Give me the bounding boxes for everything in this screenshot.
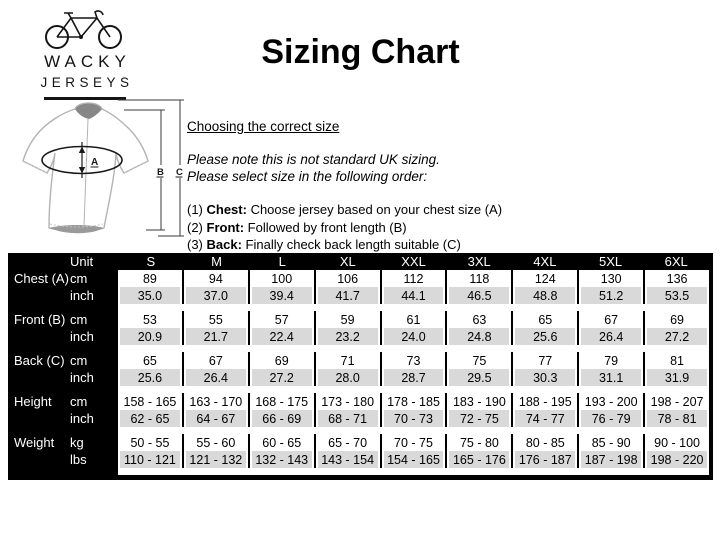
table-value-cell: 24.8 [445, 328, 511, 345]
table-value-cell: 59 [314, 311, 380, 328]
step-2-text: Followed by front length (B) [244, 219, 407, 235]
table-value-cell: 63 [445, 311, 511, 328]
table-value-cell: 39.4 [248, 287, 314, 304]
table-value-cell: 94 [182, 270, 248, 287]
row-unit-cell: inch [70, 329, 94, 344]
table-value-cell: 67 [182, 352, 248, 369]
step-3-text: Finally check back length suitable (C) [241, 237, 461, 252]
table-value-cell: 178 - 185 [380, 393, 446, 410]
table-value-cell: 53.5 [643, 287, 709, 304]
table-value-cell: 31.1 [577, 369, 643, 386]
table-value-cell: 124 [511, 270, 577, 287]
table-value-cell: 79 [577, 352, 643, 369]
table-value-cell: 90 - 100 [643, 434, 709, 451]
table-row [8, 451, 713, 468]
table-header-row [8, 253, 713, 270]
group-gap-row [8, 386, 713, 393]
table-value-cell: 25.6 [511, 328, 577, 345]
dim-label-a: A [91, 157, 99, 168]
table-value-cell: 44.1 [380, 287, 446, 304]
table-row [8, 352, 713, 369]
header-size-cell: M [211, 254, 222, 269]
row-label-cell [8, 369, 70, 386]
header-size-cell: 5XL [598, 254, 623, 269]
gap-fill [118, 468, 709, 475]
table-value-cell: 76 - 79 [577, 410, 643, 427]
table-value-cell: 24.0 [380, 328, 446, 345]
table-row [8, 369, 713, 386]
table-value-cell: 74 - 77 [511, 410, 577, 427]
table-value-cell: 173 - 180 [314, 393, 380, 410]
header-size-cell: S [146, 254, 156, 269]
table-value-cell: 65 [511, 311, 577, 328]
table-row [8, 328, 713, 345]
row-unit-cell: cm [70, 271, 88, 286]
table-value-cell: 20.9 [118, 328, 182, 345]
row-unit-cell: lbs [70, 452, 87, 467]
table-value-cell: 69 [248, 352, 314, 369]
table-value-cell: 183 - 190 [445, 393, 511, 410]
table-value-cell: 70 - 73 [380, 410, 446, 427]
brand-name-line2: JERSEYS [40, 75, 134, 90]
row-unit-cell: kg [70, 435, 84, 450]
step-1 [187, 201, 712, 219]
gap-left [8, 468, 118, 475]
step-2-label: Front: [206, 219, 245, 235]
table-value-cell: 198 - 220 [643, 451, 709, 468]
step-2-number: (2) [187, 219, 207, 235]
table-value-cell: 30.3 [511, 369, 577, 386]
table-value-cell: 112 [380, 270, 446, 287]
table-value-cell: 106 [314, 270, 380, 287]
step-3 [187, 236, 712, 254]
table-value-cell: 165 - 176 [445, 451, 511, 468]
table-value-cell: 154 - 165 [380, 451, 446, 468]
header-size-cell: 4XL [533, 254, 557, 269]
table-value-cell: 163 - 170 [182, 393, 248, 410]
row-label-cell [8, 328, 70, 345]
table-row [8, 270, 713, 287]
table-value-cell: 168 - 175 [248, 393, 314, 410]
table-value-cell: 188 - 195 [511, 393, 577, 410]
page-title: Sizing Chart [261, 33, 460, 71]
row-unit-cell: cm [70, 312, 88, 327]
table-value-cell: 60 - 65 [248, 434, 314, 451]
table-value-cell: 61 [380, 311, 446, 328]
header-size-cell: XL [339, 254, 356, 269]
table-value-cell: 25.6 [118, 369, 182, 386]
table-value-cell: 62 - 65 [118, 410, 182, 427]
gap-left [8, 345, 118, 352]
table-value-cell: 27.2 [248, 369, 314, 386]
table-value-cell: 158 - 165 [118, 393, 182, 410]
step-1-number: (1) [187, 202, 207, 217]
table-value-cell: 193 - 200 [577, 393, 643, 410]
table-value-cell: 67 [577, 311, 643, 328]
table-value-cell: 26.4 [182, 369, 248, 386]
header-size-cell: 3XL [467, 254, 491, 269]
table-value-cell: 130 [577, 270, 643, 287]
table-value-cell: 143 - 154 [314, 451, 380, 468]
table-value-cell: 29.5 [445, 369, 511, 386]
table-value-cell: 80 - 85 [511, 434, 577, 451]
table-value-cell: 48.8 [511, 287, 577, 304]
row-label-cell [8, 287, 70, 304]
table-value-cell: 55 - 60 [182, 434, 248, 451]
header-unit-cell: Unit [70, 254, 94, 269]
table-value-cell: 78 - 81 [643, 410, 709, 427]
table-value-cell: 73 [380, 352, 446, 369]
table-row [8, 434, 713, 451]
table-value-cell: 100 [248, 270, 314, 287]
table-value-cell: 72 - 75 [445, 410, 511, 427]
gap-fill [118, 386, 709, 393]
brand-name-line1: WACKY [44, 52, 131, 71]
gap-left [8, 427, 118, 434]
row-label-cell: Weight [14, 435, 55, 450]
instructions-heading: Choosing the correct size [187, 119, 340, 134]
gap-fill [118, 345, 709, 352]
table-value-cell: 55 [182, 311, 248, 328]
note-line-2: Please select size in the following order: [187, 169, 428, 184]
table-value-cell: 69 [643, 311, 709, 328]
row-unit-cell: cm [70, 353, 88, 368]
table-row [8, 311, 713, 328]
table-value-cell: 26.4 [577, 328, 643, 345]
row-label-cell [8, 410, 70, 427]
table-value-cell: 176 - 187 [511, 451, 577, 468]
gap-left [8, 304, 118, 311]
table-value-cell: 110 - 121 [118, 451, 182, 468]
table-row [8, 287, 713, 304]
jersey-size-diagram [12, 96, 187, 244]
table-value-cell: 50 - 55 [118, 434, 182, 451]
step-2 [187, 219, 712, 237]
table-value-cell: 75 - 80 [445, 434, 511, 451]
table-value-cell: 118 [445, 270, 511, 287]
dim-label-b: B [157, 167, 164, 178]
table-value-cell: 89 [118, 270, 182, 287]
table-value-cell: 85 - 90 [577, 434, 643, 451]
header-size-cell: XXL [401, 254, 426, 269]
group-gap-row [8, 427, 713, 434]
table-value-cell: 21.7 [182, 328, 248, 345]
row-label-cell [8, 451, 70, 468]
size-table [8, 253, 713, 480]
step-1-text: Choose jersey based on your chest size (A) [246, 202, 503, 217]
row-label-cell: Chest (A) [14, 271, 69, 286]
group-gap-row [8, 468, 713, 475]
table-value-cell: 198 - 207 [643, 393, 709, 410]
header-empty-cell [8, 253, 70, 270]
table-value-cell: 121 - 132 [182, 451, 248, 468]
table-value-cell: 53 [118, 311, 182, 328]
group-gap-row [8, 345, 713, 352]
table-value-cell: 77 [511, 352, 577, 369]
table-value-cell: 132 - 143 [248, 451, 314, 468]
table-value-cell: 68 - 71 [314, 410, 380, 427]
row-unit-cell: inch [70, 370, 94, 385]
table-value-cell: 65 - 70 [314, 434, 380, 451]
table-value-cell: 70 - 75 [380, 434, 446, 451]
table-value-cell: 27.2 [643, 328, 709, 345]
table-value-cell: 28.0 [314, 369, 380, 386]
table-value-cell: 65 [118, 352, 182, 369]
table-value-cell: 71 [314, 352, 380, 369]
table-value-cell: 28.7 [380, 369, 446, 386]
sizing-steps [187, 201, 712, 254]
table-value-cell: 51.2 [577, 287, 643, 304]
step-3-label: Back: [206, 237, 242, 252]
table-value-cell: 22.4 [248, 328, 314, 345]
row-label-cell: Front (B) [14, 312, 66, 327]
group-gap-row [8, 304, 713, 311]
table-row [8, 393, 713, 410]
table-row [8, 410, 713, 427]
table-value-cell: 46.5 [445, 287, 511, 304]
row-unit-cell: cm [70, 394, 88, 409]
dim-label-c: C [176, 167, 183, 178]
row-label-cell: Height [14, 394, 52, 409]
note-line-1: Please note this is not standard UK sizing. [187, 152, 440, 167]
table-value-cell: 66 - 69 [248, 410, 314, 427]
gap-fill [118, 304, 709, 311]
step-3-number: (3) [187, 237, 207, 252]
table-value-cell: 41.7 [314, 287, 380, 304]
table-value-cell: 187 - 198 [577, 451, 643, 468]
row-label-cell: Back (C) [14, 353, 65, 368]
gap-fill [118, 427, 709, 434]
gap-left [8, 386, 118, 393]
sizing-notes [187, 151, 712, 185]
table-value-cell: 31.9 [643, 369, 709, 386]
table-value-cell: 57 [248, 311, 314, 328]
table-value-cell: 23.2 [314, 328, 380, 345]
step-1-label: Chest: [206, 202, 247, 217]
table-value-cell: 35.0 [118, 287, 182, 304]
jersey-outline [23, 106, 148, 231]
table-value-cell: 64 - 67 [182, 410, 248, 427]
row-unit-cell: inch [70, 411, 94, 426]
row-unit-cell: inch [70, 288, 94, 303]
table-value-cell: 136 [643, 270, 709, 287]
table-value-cell: 81 [643, 352, 709, 369]
table-value-cell: 75 [445, 352, 511, 369]
table-value-cell: 37.0 [182, 287, 248, 304]
header-size-cell: L [278, 254, 286, 269]
instructions [187, 111, 712, 254]
header-size-cell: 6XL [664, 254, 688, 269]
